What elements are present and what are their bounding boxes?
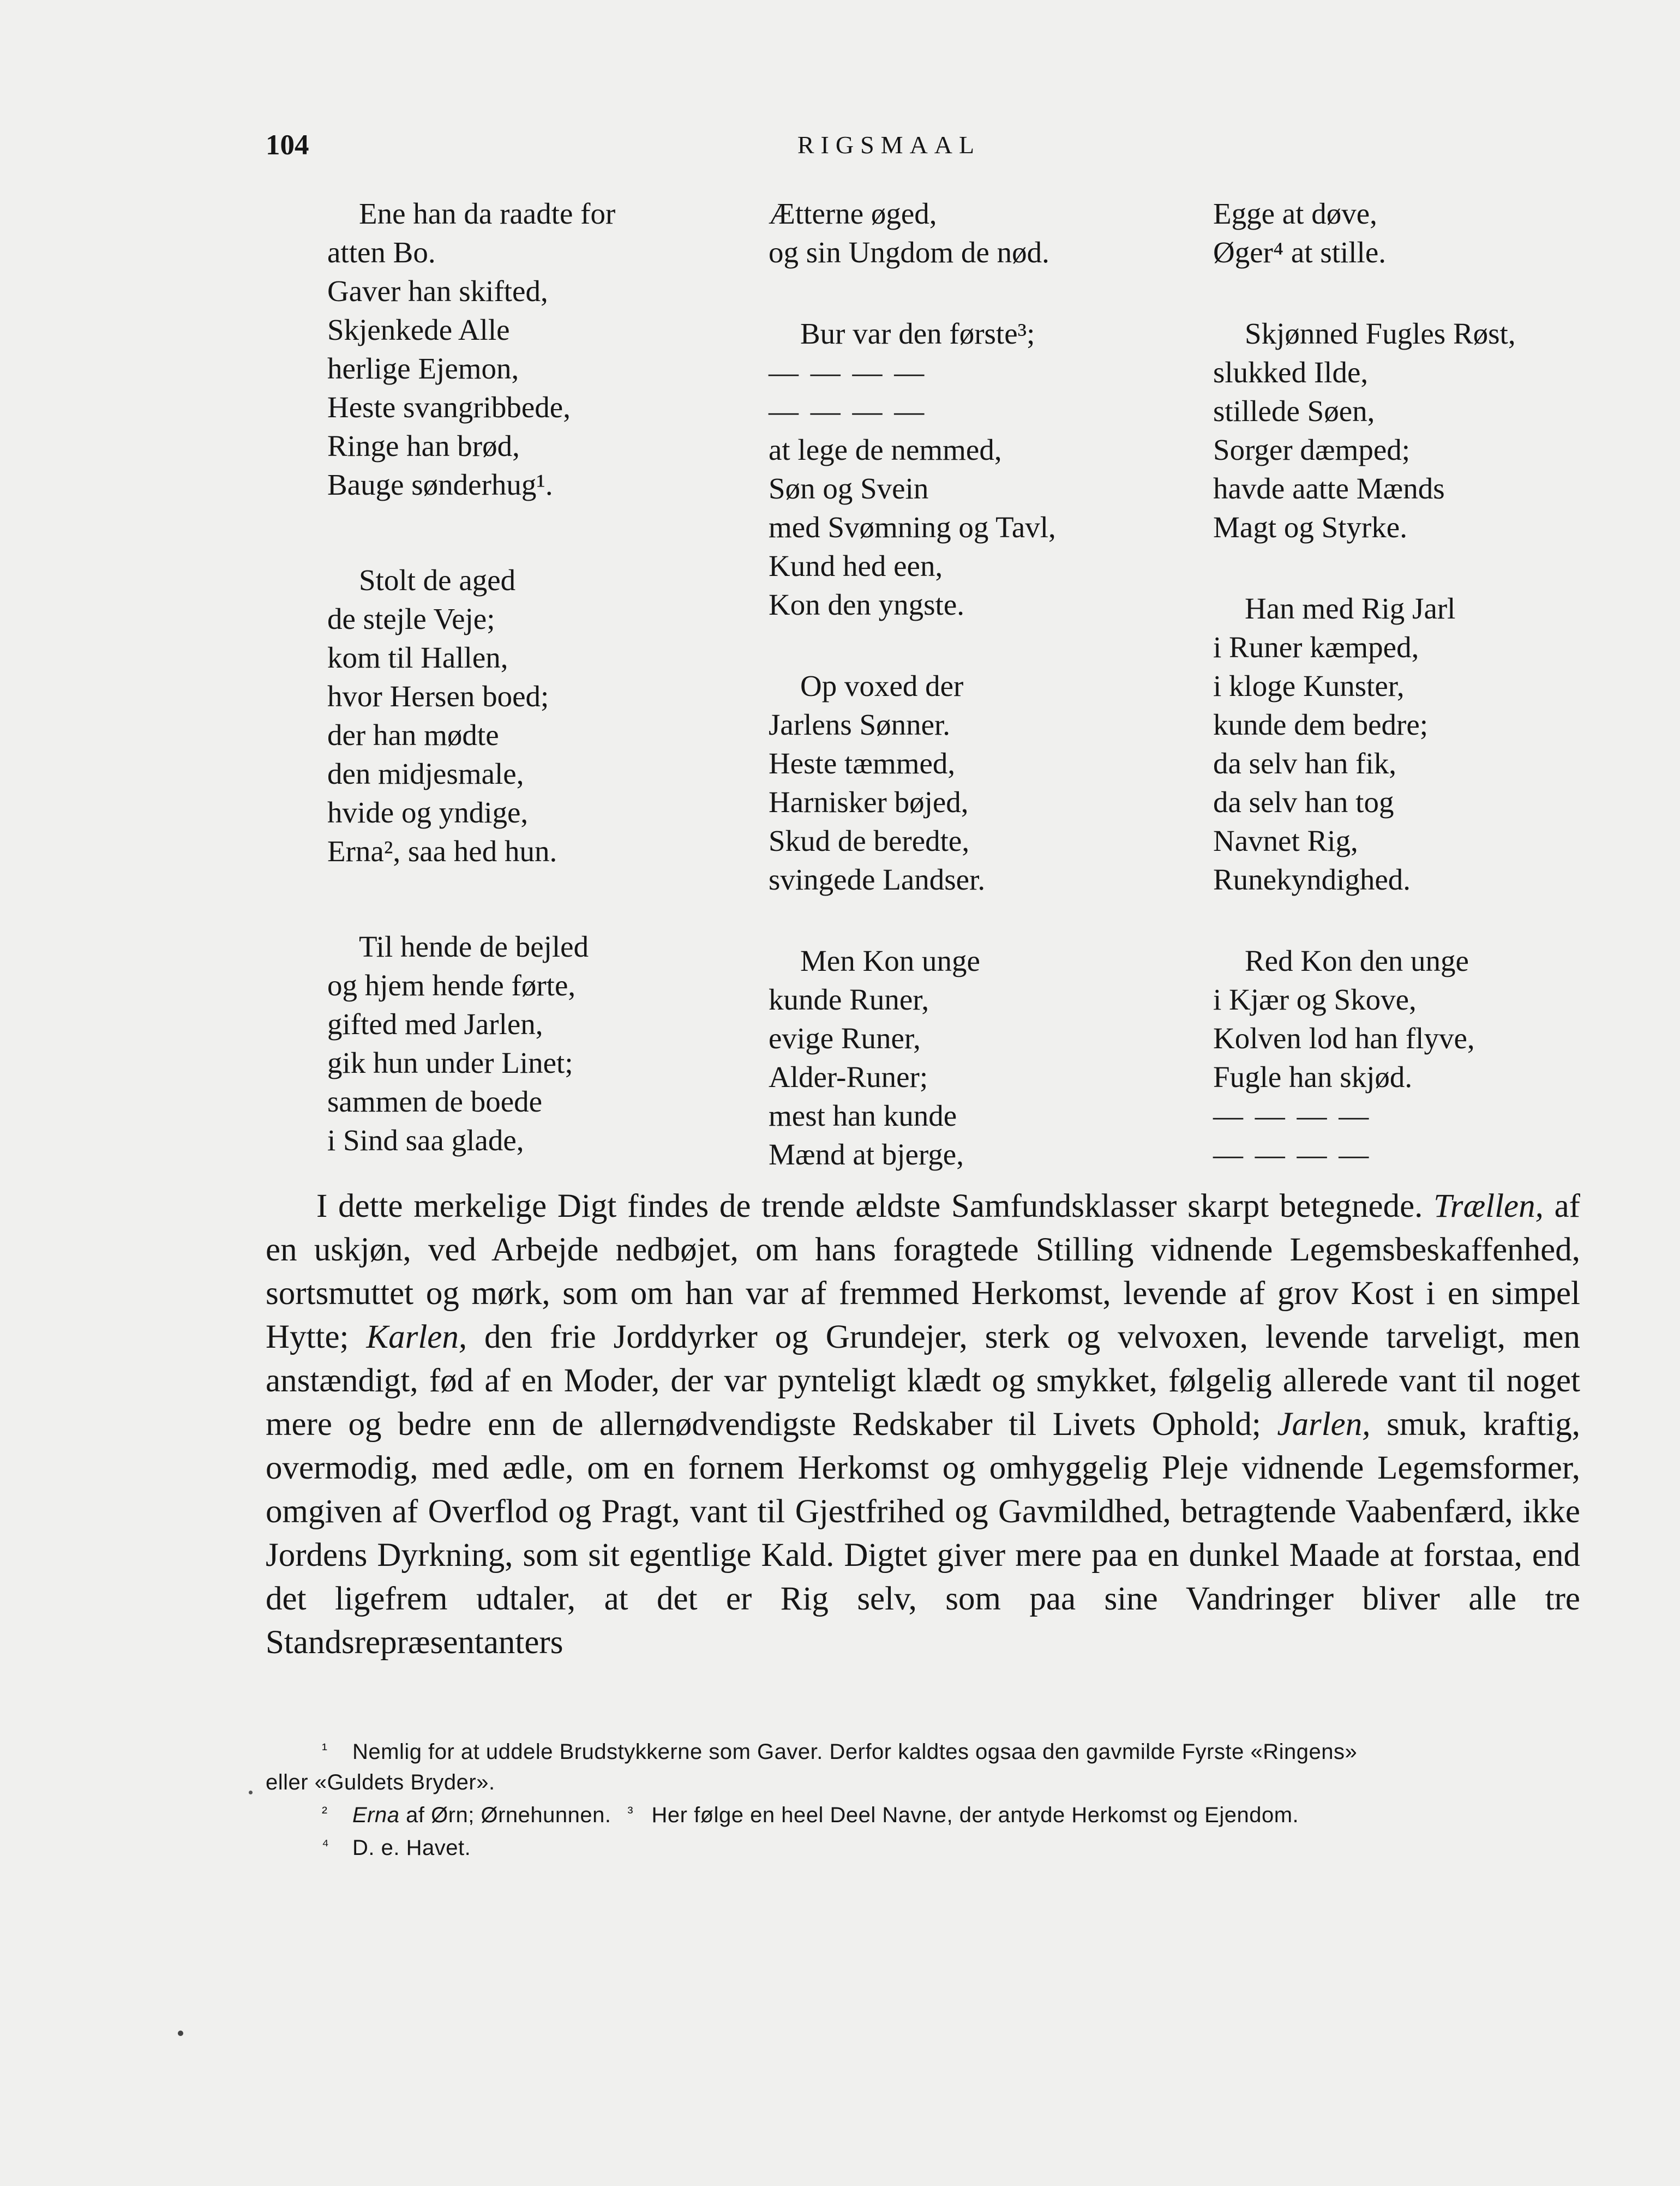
verse-line: Alder-Runer; xyxy=(769,1060,928,1094)
verse-line: den midjesmale, xyxy=(327,757,524,790)
verse-line: hvide og yndige, xyxy=(327,796,529,829)
footnote-text: Her følge en heel Deel Navne, der antyde Herkomst og Ejendom. xyxy=(651,1803,1299,1827)
footnote-marker: ⁴ xyxy=(322,1836,329,1854)
elision-dashes: — — — — xyxy=(769,356,927,389)
prose-text: den frie Jorddyrker og Grundejer, sterk og velvoxen, levende tarveligt, men anstændigt, fød af en Moder, der var pynteligt klædt og smykket, følgelig allerede vant til noget mere og bedre enn de allernødvendigste Redskaber til Livets Ophold; xyxy=(266,1319,1580,1443)
stanza xyxy=(769,314,1183,624)
print-speck xyxy=(178,2031,183,2036)
footnote-marker: ² xyxy=(322,1804,328,1822)
verse-line: der han mødte xyxy=(327,718,499,752)
verse-line: Søn og Svein xyxy=(769,472,929,505)
footnote-1 xyxy=(266,1734,1580,1767)
verse-line: herlige Ejemon, xyxy=(327,352,519,385)
verse-line: slukked Ilde, xyxy=(1213,356,1369,389)
footnote-4 xyxy=(266,1830,1580,1863)
verse-line: Navnet Rig, xyxy=(1213,824,1358,857)
verse-line: gifted med Jarlen, xyxy=(327,1007,543,1041)
stanza xyxy=(769,194,1183,272)
verse-line: Erna², saa hed hun. xyxy=(327,834,557,868)
verse-line: og sin Ungdom de nød. xyxy=(769,236,1049,269)
verse-line: Op voxed der xyxy=(800,669,964,702)
footnote-text: af Ørn; Ørnehunnen. xyxy=(399,1803,611,1827)
prose-emphasis: Trællen, xyxy=(1433,1188,1544,1224)
verse-line: Heste tæmmed, xyxy=(769,747,956,780)
verse-line: atten Bo. xyxy=(327,236,436,269)
verse-line: Mænd at bjerge, xyxy=(769,1138,964,1171)
verse-line: da selv han fik, xyxy=(1213,747,1397,780)
verse-line: kunde dem bedre; xyxy=(1213,708,1429,741)
poem-column-1 xyxy=(327,194,753,1202)
verse-line: sammen de boede xyxy=(327,1085,543,1118)
verse-line: kom til Hallen, xyxy=(327,641,508,674)
verse-line: hvor Hersen boed; xyxy=(327,680,549,713)
poem-column-2 xyxy=(769,194,1183,1216)
verse-line: Sorger dæmped; xyxy=(1213,433,1411,466)
verse-line: gik hun under Linet; xyxy=(327,1046,573,1079)
print-speck xyxy=(249,1791,253,1794)
elision-dashes: — — — — xyxy=(1213,1099,1371,1132)
page-number: 104 xyxy=(266,129,309,161)
verse-line: med Svømning og Tavl, xyxy=(769,511,1056,544)
verse-line: svingede Landser. xyxy=(769,863,986,896)
verse-line: Magt og Styrke. xyxy=(1213,511,1407,544)
poem-column-3 xyxy=(1213,194,1649,1216)
verse-line: Heste svangribbede, xyxy=(327,391,571,424)
stanza xyxy=(1213,314,1649,546)
verse-line: havde aatte Mænds xyxy=(1213,472,1445,505)
verse-line: Ætterne øged, xyxy=(769,197,937,230)
verse-line: at lege de nemmed, xyxy=(769,433,1002,466)
prose-text: I dette merkelige Digt findes de trende ældste Samfundsklasser skarpt betegnede. xyxy=(316,1188,1434,1224)
verse-line: i Kjær og Skove, xyxy=(1213,983,1417,1016)
footnote-text: D. e. Havet. xyxy=(352,1836,471,1860)
verse-line: Gaver han skifted, xyxy=(327,274,548,308)
verse-line: Ene han da raadte for xyxy=(359,197,616,230)
verse-line: kunde Runer, xyxy=(769,983,929,1016)
elision-dashes: — — — — xyxy=(1213,1138,1371,1171)
verse-line: stillede Søen, xyxy=(1213,394,1375,428)
prose-emphasis: Karlen, xyxy=(366,1319,467,1355)
verse-line: mest han kunde xyxy=(769,1099,957,1132)
verse-line: Kolven lod han flyve, xyxy=(1213,1022,1475,1055)
verse-line: i kloge Kunster, xyxy=(1213,669,1405,702)
verse-line: Harnisker bøjed, xyxy=(769,785,969,819)
prose-emphasis: Jarlen, xyxy=(1277,1406,1371,1443)
verse-line: Skjønned Fugles Røst, xyxy=(1245,317,1516,350)
stanza xyxy=(769,941,1183,1174)
verse-line: Stolt de aged xyxy=(359,563,516,597)
verse-line: Jarlens Sønner. xyxy=(769,708,951,741)
verse-line: evige Runer, xyxy=(769,1022,921,1055)
verse-line: Skud de beredte, xyxy=(769,824,970,857)
verse-line: Han med Rig Jarl xyxy=(1245,592,1456,625)
prose-text: smuk, kraftig, overmodig, med ædle, om en fornem Herkomst og omhyggelig Pleje vidnende Legemsformer, omgiven af Overflod og Pragt, vant til Gjestfrihed og Gavmildhed, betragtende Vaabenfærd, ikke Jordens Dyrkning, som sit egentlige Kald. Digtet giver mere paa en dunkel Maade at forstaa, end det ligefrem udtaler, at det er Rig selv, som paa sine Vandringer bliver alle tre Standsrepræsentanters xyxy=(266,1406,1580,1661)
stanza xyxy=(1213,589,1649,899)
footnote-2-3 xyxy=(266,1798,1580,1830)
verse-line: Egge at døve, xyxy=(1213,197,1377,230)
elision-dashes: — — — — xyxy=(769,394,927,428)
verse-line: Kon den yngste. xyxy=(769,588,964,621)
footnote-1-continued: eller «Guldets Bryder». xyxy=(266,1770,495,1794)
stanza xyxy=(1213,194,1649,272)
verse-line: Til hende de bejled xyxy=(359,930,589,963)
verse-line: Fugle han skjød. xyxy=(1213,1060,1413,1094)
commentary-paragraph xyxy=(266,1185,1580,1665)
verse-line: Ringe han brød, xyxy=(327,429,520,463)
verse-line: Øger⁴ at stille. xyxy=(1213,236,1387,269)
verse-line: Bur var den første³; xyxy=(800,317,1035,350)
verse-line: Runekyndighed. xyxy=(1213,863,1411,896)
footnote-marker: ¹ xyxy=(322,1740,328,1758)
verse-line: Skjenkede Alle xyxy=(327,313,510,346)
stanza xyxy=(327,561,753,870)
footnote-text: Nemlig for at uddele Brudstykkerne som Gaver. Derfor kaldtes ogsaa den gavmilde Fyrste «Ringens» xyxy=(352,1740,1358,1764)
stanza xyxy=(769,666,1183,899)
verse-line: Men Kon unge xyxy=(800,944,980,977)
verse-line: i Sind saa glade, xyxy=(327,1124,524,1157)
running-title: RIGSMAAL xyxy=(797,131,981,159)
footnote-marker: ³ xyxy=(627,1804,634,1822)
verse-line: da selv han tog xyxy=(1213,785,1394,819)
stanza xyxy=(327,927,753,1160)
verse-line: Red Kon den unge xyxy=(1245,944,1469,977)
stanza xyxy=(327,194,753,504)
verse-line: de stejle Veje; xyxy=(327,602,495,635)
prose-text: af en uskjøn, ved Arbejde nedbøjet, om hans foragtede Stilling vidnende Legemsbeskaffenhed, sortsmuttet og mørk, som om han var af fremmed Herkomst, levende af grov Kost i en simpel Hytte; xyxy=(266,1188,1580,1355)
verse-line: og hjem hende førte, xyxy=(327,969,576,1002)
footnotes xyxy=(266,1734,1580,1863)
verse-line: Bauge sønderhug¹. xyxy=(327,468,553,501)
verse-line: i Runer kæmped, xyxy=(1213,630,1419,664)
footnote-emphasis: Erna xyxy=(352,1803,400,1827)
stanza xyxy=(1213,941,1649,1174)
verse-line: Kund hed een, xyxy=(769,549,943,582)
